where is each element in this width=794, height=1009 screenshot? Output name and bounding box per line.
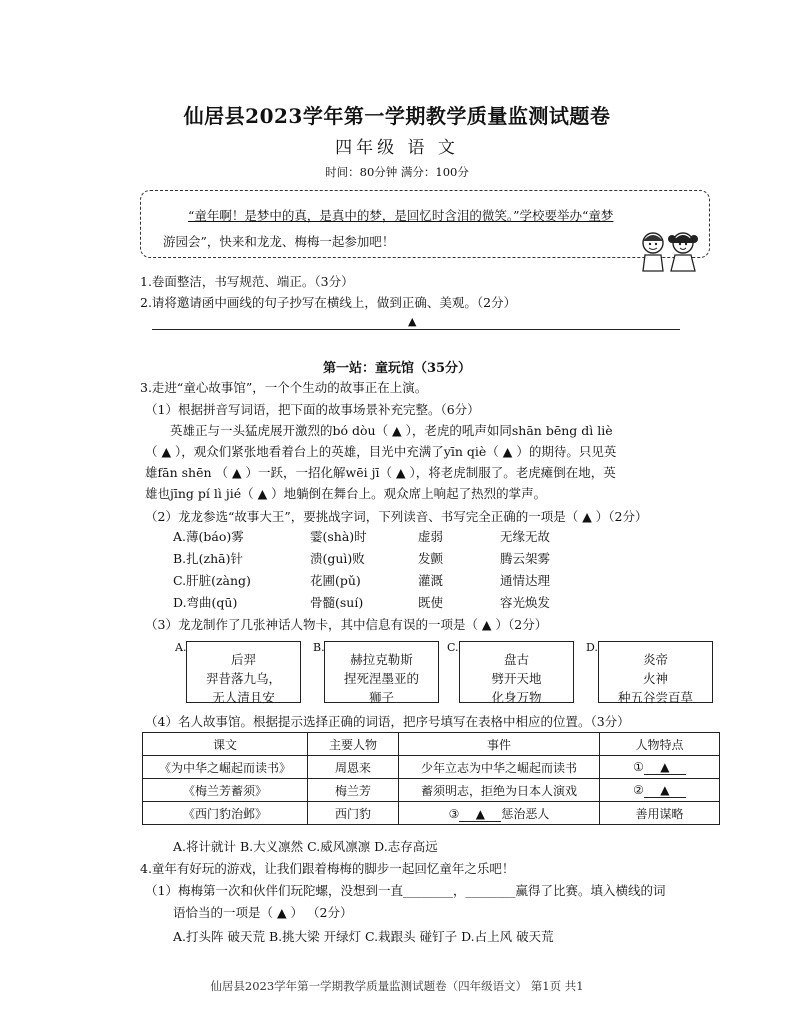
- table-row: [143, 756, 720, 779]
- option-b-2: 溃(guì)败: [310, 551, 365, 566]
- card-b-label: B.: [313, 641, 325, 654]
- table-cell: ① ▲: [600, 756, 720, 779]
- option-b-4: 腾云架雾: [500, 551, 551, 566]
- table-cell: 《梅兰芳蓄须》: [143, 779, 308, 802]
- time-info: 时间：80分钟 满分：100分: [325, 165, 469, 179]
- q3-part1-line: （ ▲ ），观众们紧张地看着台上的英雄，目光中充满了yīn qiè（ ▲ ）的期待。只见英: [145, 444, 617, 459]
- option-d-4: 容光焕发: [500, 595, 551, 610]
- q3-part1-line: 雄fān shēn （ ▲ ）一跃，一招化解wēi jī（ ▲ ），将老虎制服了。老虎瘫倒在地，英: [145, 465, 616, 480]
- answer-line: [152, 329, 680, 330]
- q3-part2-title: （2）龙龙参选“故事大王”，要挑战字词，下列读音、书写完全正确的一项是（ ▲ ）（2分）: [145, 509, 648, 524]
- q4-part1-line-1: （1）梅梅第一次和伙伴们玩陀螺，没想到一直________，________赢得了比赛。填入横线的词: [145, 883, 666, 898]
- option-a-2: 霎(shà)时: [310, 529, 367, 544]
- q4-part1-line-2: 语恰当的一项是（ ▲ ） （2分）: [173, 905, 353, 920]
- q3-part1-title: （1）根据拼音写词语，把下面的故事场景补充完整。（6分）: [145, 402, 480, 417]
- option-d-2: 骨髓(suí): [310, 595, 364, 610]
- myth-card-b: 赫拉克勒斯 捏死涅墨亚的 狮子: [324, 641, 439, 703]
- table-header: 事件: [399, 733, 600, 756]
- option-a-1: A.薄(báo)雾: [173, 529, 244, 544]
- q3-part3-title: （3）龙龙制作了几张神话人物卡，其中信息有误的一项是（ ▲ ）（2分）: [145, 617, 548, 632]
- myth-card-a: 后羿 羿昔落九乌， 无人清且安: [186, 641, 301, 703]
- table-cell: 周恩来: [308, 756, 399, 779]
- option-a-4: 无缘无故: [500, 529, 551, 544]
- option-c-1: C.肝脏(zàng): [173, 573, 251, 588]
- card-a-label: A.: [175, 641, 187, 654]
- answer-blank[interactable]: ▲: [644, 783, 686, 798]
- invitation-line-1: “童年啊！是梦中的真，是真中的梦，是回忆时含泪的微笑。”学校要举办“童梦: [188, 208, 614, 223]
- exam-subtitle: 四年级 语 文: [335, 138, 459, 158]
- exam-title: 仙居县2023学年第一学期教学质量监测试题卷: [183, 104, 611, 128]
- invitation-line-2: 游园会”，快来和龙龙、梅梅一起参加吧！: [163, 234, 395, 249]
- section-title: 第一站：童玩馆（35分）: [322, 361, 472, 376]
- option-d-1: D.弯曲(qū): [173, 595, 238, 610]
- q3-part1-line: 雄也jīng pí lì jié（ ▲ ）地躺倒在舞台上。观众席上响起了热烈的掌声。: [145, 486, 547, 501]
- table-header: 人物特点: [600, 733, 720, 756]
- question-4-intro: 4.童年有好玩的游戏，让我们跟着梅梅的脚步一起回忆童年之乐吧！: [140, 861, 515, 876]
- option-a-3: 虚弱: [418, 529, 444, 544]
- page-footer: 仙居县2023学年第一学期教学质量监测试题卷（四年级语文） 第1页 共1: [210, 979, 584, 993]
- table-header: 课文: [143, 733, 308, 756]
- q3-part1-line: 英雄正与一头猛虎展开激烈的bó dòu（ ▲ ），老虎的吼声如同shān bēng dì liè: [170, 423, 613, 438]
- table-cell: 西门豹: [308, 802, 399, 825]
- table-cell: 蓄须明志，拒绝为日本人演戏: [399, 779, 600, 802]
- table-cell: ② ▲: [600, 779, 720, 802]
- question-1: 1.卷面整洁，书写规范、端正。（3分）: [140, 274, 354, 289]
- table-cell: 少年立志为中华之崛起而读书: [399, 756, 600, 779]
- option-d-3: 既使: [418, 595, 444, 610]
- table-cell: 《为中华之崛起而读书》: [143, 756, 308, 779]
- option-b-3: 发颤: [418, 551, 444, 566]
- myth-card-c: 盘古 劈开天地 化身万物: [459, 641, 574, 703]
- kids-illustration-icon: [637, 229, 701, 277]
- myth-card-d: 炎帝 火神 种五谷尝百草: [598, 641, 713, 703]
- table-header-row: [143, 733, 720, 756]
- famous-people-table: [142, 732, 720, 825]
- invitation-box: [140, 190, 710, 258]
- q3-part4-options: A.将计就计 B.大义凛然 C.威风凛凛 D.志存高远: [173, 839, 438, 854]
- q4-part1-options: A.打头阵 破天荒 B.挑大梁 开绿灯 C.栽跟头 碰钉子 D.占上风 破天荒: [173, 929, 554, 944]
- answer-blank[interactable]: ▲: [459, 807, 501, 822]
- question-2: 2.请将邀请函中画线的句子抄写在横线上，做到正确、美观。（2分）: [140, 295, 517, 310]
- card-d-label: D.: [586, 641, 598, 654]
- card-c-label: C.: [447, 641, 459, 654]
- question-3-intro: 3.走进“童心故事馆”，一个个生动的故事正在上演。: [140, 380, 428, 395]
- answer-marker: ▲: [408, 315, 417, 328]
- option-c-3: 灌溉: [418, 573, 444, 588]
- table-header: 主要人物: [308, 733, 399, 756]
- q3-part4-title: （4）名人故事馆。根据提示选择正确的词语，把序号填写在表格中相应的位置。（3分）: [145, 714, 630, 729]
- option-c-2: 花圃(pǔ): [310, 573, 361, 588]
- table-row: [143, 779, 720, 802]
- table-cell: 《西门豹治邺》: [143, 802, 308, 825]
- table-cell: ③ ▲ 惩治恶人: [399, 802, 600, 825]
- table-cell: 善用谋略: [600, 802, 720, 825]
- table-row: [143, 802, 720, 825]
- option-b-1: B.扎(zhā)针: [173, 551, 244, 566]
- answer-blank[interactable]: ▲: [644, 760, 686, 775]
- option-c-4: 通情达理: [500, 573, 551, 588]
- table-cell: 梅兰芳: [308, 779, 399, 802]
